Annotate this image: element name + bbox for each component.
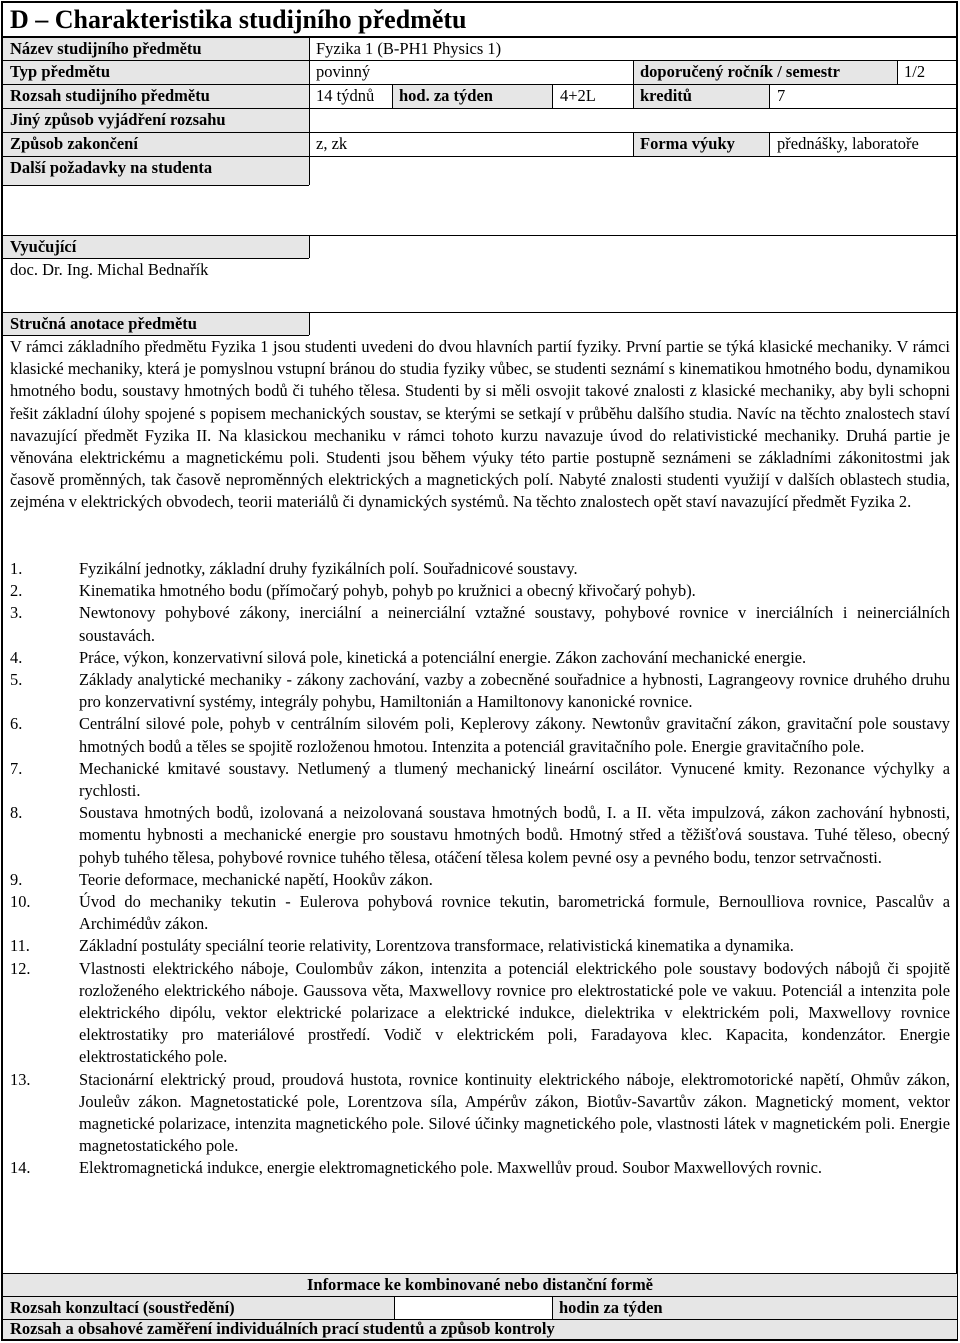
- teachers-label: Vyučující: [10, 237, 77, 256]
- topic-text: Práce, výkon, konzervativní silová pole, kinetická a potenciální energie. Zákon zachování mechanické energie.: [79, 647, 807, 667]
- topic-text: Elektromagnetická indukce, energie elektromagnetického pole. Maxwellův proud. Soubor Maxwellových rovnic.: [79, 1158, 822, 1178]
- rule: [392, 84, 393, 108]
- credits-label: kreditů: [640, 86, 692, 105]
- course-type-value: povinný: [316, 62, 371, 81]
- rule: [3, 185, 309, 186]
- topic-number: 9.: [10, 869, 23, 889]
- topic-number: 10.: [10, 892, 31, 912]
- topic-item: [10, 891, 950, 935]
- topic-number: 1.: [10, 559, 23, 578]
- topic-item: [10, 669, 950, 713]
- topic-item: [10, 869, 950, 891]
- topic-number: 14.: [10, 1158, 31, 1178]
- topic-text: Kinematika hmotného bodu (přímočarý pohyb, pohyb po kružnici a obecný křivočarý pohyb).: [79, 581, 696, 601]
- topic-number: 12.: [10, 958, 31, 978]
- rule: [309, 236, 310, 258]
- hours-per-week-label: hod. za týden: [399, 86, 493, 105]
- page-title: D – Charakteristika studijního předmětu: [10, 5, 467, 34]
- topic-text: Stacionární elektrický proud, proudová hustota, rovnice kontinuity elektrického náboje, elektromotorické napětí, Ohmův zákon, Jouleův zákon. Magnetostatické pole, Lorentzova síla, Ampérův zákon, Biotův-Savartův zákon. Magnetický moment, vektor magnetické polarizace, intenzita magnetického pole. Silové účinky magnetického pole, vlastnosti látek v magnetickém poli. Energie magnetostatického pole.: [79, 1069, 950, 1156]
- scope-weeks-value: 14 týdnů: [316, 86, 375, 105]
- topic-number: 13.: [10, 1069, 31, 1089]
- teacher-name: doc. Dr. Ing. Michal Bednařík: [10, 260, 209, 279]
- topic-text: Teorie deformace, mechanické napětí, Hookův zákon.: [79, 869, 433, 889]
- teaching-form-value: přednášky, laboratoře: [777, 134, 919, 153]
- topic-item: [10, 958, 950, 1069]
- rule: [309, 37, 310, 185]
- rule: [769, 132, 770, 156]
- topic-text: Základní postuláty speciální teorie relativity, Lorentzova transformace, relativistická kinematika a dynamika.: [79, 936, 794, 956]
- topic-text: Fyzikální jednotky, základní druhy fyzikálních polí. Souřadnicové soustavy.: [79, 559, 578, 578]
- annotation-label: Stručná anotace předmětu: [10, 314, 197, 333]
- course-type-label: Typ předmětu: [10, 62, 111, 81]
- topic-text: Centrální silové pole, pohyb v centrálním silovém poli, Keplerovy zákony. Newtonův gravitační zákon, gravitační pole soustavy hmotných bodů a těles se spojitě rozloženou hmotou. Intenzita a potenciál gravitačního pole. Energie gravitačního pole.: [79, 714, 950, 756]
- topic-number: 8.: [10, 803, 23, 823]
- course-name-value: Fyzika 1 (B-PH1 Physics 1): [316, 39, 502, 58]
- scope-label: Rozsah studijního předmětu: [10, 86, 210, 105]
- hours-per-week-value: 4+2L: [560, 86, 596, 105]
- topic-number: 11.: [10, 936, 30, 956]
- completion-label: Způsob zakončení: [10, 134, 138, 153]
- rule: [633, 132, 634, 156]
- topic-item: [10, 802, 950, 869]
- course-name-label: Název studijního předmětu: [10, 39, 202, 58]
- topic-text: Základy analytické mechaniky - zákony zachování, vazby a zobecněné souřadnice a hybnosti, Lagrangeovy rovnice druhého druhu pro konzervativní systémy, integrály pohybu, Hamiltonián a Hamiltonovy kanonické rovnice.: [79, 670, 950, 712]
- topic-item: [10, 1157, 950, 1179]
- topic-number: 3.: [10, 603, 23, 623]
- topic-number: 7.: [10, 758, 23, 778]
- annotation-text: V rámci základního předmětu Fyzika 1 jsou studenti uvedeni do dvou hlavních partií fyziky. První partie se týká klasické mechaniky. V rámci klasické mechaniky, která je pomyslnou vstupní bránou do studia fyziky vůbec, se studenti seznámí s kinematikou hmotného bodu, dynamikou hmotného bodu, soustavy hmotných bodů či tuhého tělesa. Studenti by si měli osvojit takové znalosti z klasické mechaniky, aby byli schopni řešit základní úlohy spojené s popisem mechanických soustav, se kterými se setkají v průběhu dalšího studia. Navíc na těchto znalostech staví navazující předmět Fyzika II. Na klasickou mechaniku v rámci tohoto kurzu navazuje úvod do relativistické mechaniky. Druhá partie je věnována elektrickému a magnetickému poli. Studenti jsou během výuky této partie postupně seznámeni se základními zákonitostmi jak časově proměnných, tak časově neproměnných elektrických a magnetických polí. Nabyté znalosti studenti využijí v dalších oblastech studia, zejména v elektrických obvodech, teorii materiálů či dynamických systémů. Na těchto znalostech opět staví navazující předmět Fyzika 2.: [10, 337, 950, 512]
- topic-text: Soustava hmotných bodů, izolovaná a neizolovaná soustava hmotných bodů, I. a II. věta impulzová, zákon zachování hybnosti, momentu hybnosti a mechanické energie pro soustavu hmotných bodů. Hmotný střed a těžišťová soustava. Tuhé těleso, obecný pohyb tuhého tělesa, pohybové rovnice tuhého tělesa, otáčení tělesa kolem pevné osy a pevného bodu, tenzor setrvačnosti.: [79, 803, 950, 867]
- rule: [633, 60, 634, 108]
- requirements-label: Další požadavky na studenta: [10, 158, 213, 177]
- topic-item: [10, 1069, 950, 1158]
- topic-text: Vlastnosti elektrického náboje, Coulombův zákon, intenzita a potenciál elektrického pole soustavy bodových nábojů či spojitě rozloženého elektrického náboje. Gaussova věta, Maxwellovy rovnice pro elektrostatické pole ve vakuu. Potenciál a intenzita pole elektrického dipólu, vektor elektrické polarizace a elektrické indukce, dielektrika v elektrickém poli, Maxwellovy rovnice elektrostatiky pro materiálové prostředí. Vodič v elektrickém poli, Faradayova klec. Kapacita, kondenzátor. Energie elektrostatického pole.: [79, 958, 950, 1067]
- topic-item: [10, 647, 950, 669]
- topic-item: [10, 602, 950, 646]
- topic-number: 5.: [10, 670, 23, 690]
- topic-number: 2.: [10, 581, 23, 601]
- topic-text: Newtonovy pohybové zákony, inerciální a neinerciální vztažné soustavy, pohybové rovnice v inerciálních i neinerciálních soustavách.: [79, 603, 950, 645]
- topic-item: [10, 935, 950, 957]
- topic-text: Úvod do mechaniky tekutin - Eulerova pohybová rovnice tekutin, barometrická formule, Bernoulliova rovnice, Pascalův a Archimédův zákon.: [79, 892, 950, 934]
- other-scope-label: Jiný způsob vyjádření rozsahu: [10, 110, 226, 129]
- teaching-form-label: Forma výuky: [640, 134, 735, 153]
- topics-list: [10, 558, 950, 1180]
- rule: [897, 60, 898, 84]
- topic-number: 4.: [10, 647, 23, 667]
- topic-item: [10, 713, 950, 757]
- rule: [1, 235, 958, 236]
- topic-text: Mechanické kmitavé soustavy. Netlumený a tlumený mechanický lineární oscilátor. Vynucené kmity. Rezonance výchylky a rychlosti.: [79, 758, 950, 801]
- rule: [552, 1296, 553, 1319]
- rule: [552, 84, 553, 108]
- topic-item: [10, 758, 950, 802]
- rule: [769, 84, 770, 108]
- completion-value: z, zk: [316, 134, 348, 153]
- topic-number: 6.: [10, 714, 23, 734]
- individual-work-label: Rozsah a obsahové zaměření individuálních prací studentů a způsob kontroly: [10, 1319, 555, 1338]
- topic-item: [10, 558, 950, 580]
- topic-item: [10, 580, 950, 602]
- year-semester-label: doporučený ročník / semestr: [640, 62, 840, 81]
- hours-per-week-footer-label: hodin za týden: [559, 1298, 663, 1317]
- rule: [309, 313, 310, 335]
- year-semester-value: 1/2: [904, 62, 926, 81]
- combined-form-heading: Informace ke kombinované nebo distanční formě: [306, 1275, 654, 1294]
- rule: [394, 1296, 395, 1319]
- consultation-label: Rozsah konzultací (soustředění): [10, 1298, 235, 1317]
- credits-value: 7: [777, 86, 786, 105]
